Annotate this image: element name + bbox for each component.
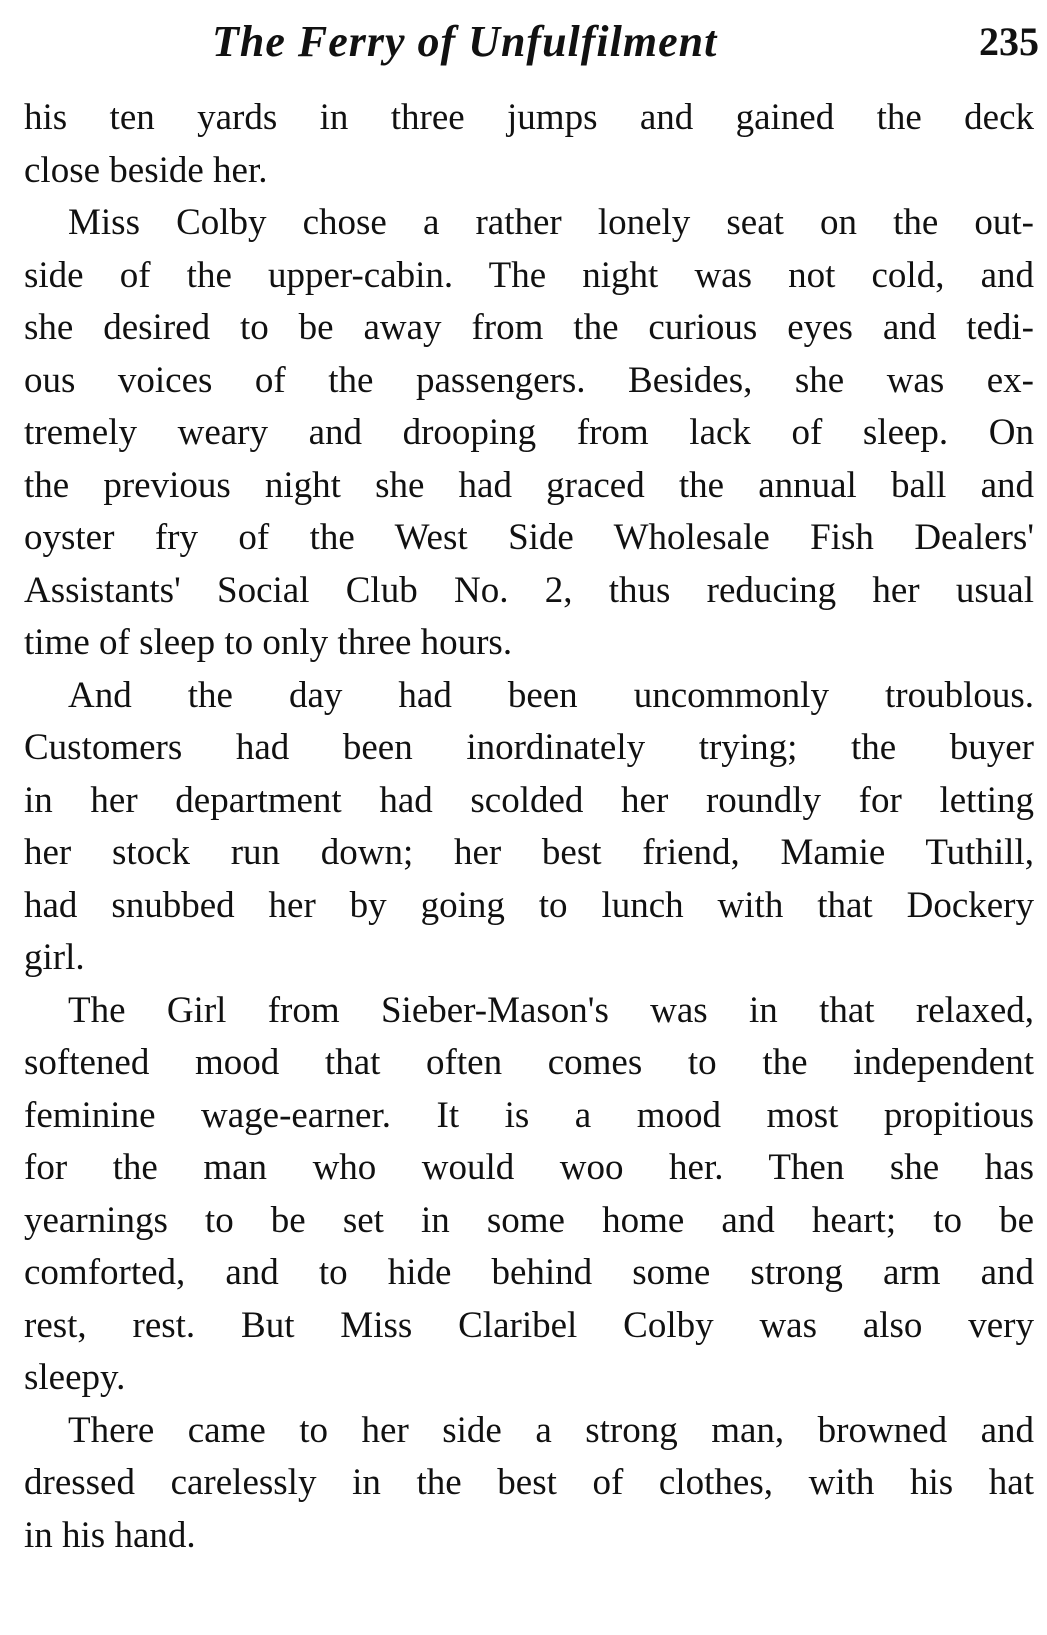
- text-line: ous voices of the passengers. Besides, she was ex-: [24, 359, 1034, 401]
- text-line: had snubbed her by going to lunch with that Dockery: [24, 884, 1034, 926]
- text-line: girl.: [24, 937, 85, 978]
- text-line: side of the upper-cabin. The night was not cold, and: [24, 254, 1034, 296]
- text-line: softened mood that often comes to the independent: [24, 1042, 1034, 1083]
- text-line: There came to her side a strong man, browned and: [68, 1409, 1034, 1451]
- text-line: sleepy.: [24, 1357, 126, 1398]
- text-line: time of sleep to only three hours.: [24, 622, 513, 663]
- running-title: The Ferry of Unfulfilment: [212, 17, 718, 66]
- text-line: her stock run down; her best friend, Mamie Tuthill,: [24, 832, 1034, 873]
- text-line: for the man who would woo her. Then she has: [24, 1147, 1034, 1188]
- text-line: tremely weary and drooping from lack of sleep. On: [24, 412, 1034, 453]
- text-line: the previous night she had graced the annual ball and: [24, 464, 1034, 506]
- text-line: oyster fry of the West Side Wholesale Fish Dealers': [24, 517, 1034, 558]
- text-line: The Girl from Sieber-Mason's was in that relaxed,: [68, 989, 1034, 1031]
- body-text: [24, 92, 1034, 1562]
- text-line: dressed carelessly in the best of clothes, with his hat: [24, 1462, 1034, 1503]
- page-number: 235: [979, 19, 1039, 64]
- text-line: feminine wage-earner. It is a mood most propitious: [24, 1094, 1034, 1136]
- text-line: yearnings to be set in some home and heart; to be: [24, 1199, 1034, 1241]
- text-line: And the day had been uncommonly troublous.: [68, 674, 1034, 716]
- text-line: his ten yards in three jumps and gained the deck: [24, 97, 1034, 138]
- text-line: in his hand.: [24, 1514, 196, 1556]
- text-line: she desired to be away from the curious eyes and tedi-: [24, 307, 1034, 348]
- text-line: comforted, and to hide behind some strong arm and: [24, 1252, 1034, 1293]
- text-line: rest, rest. But Miss Claribel Colby was also very: [24, 1304, 1034, 1346]
- running-head: [0, 12, 1047, 72]
- text-line: close beside her.: [24, 149, 268, 191]
- text-line: in her department had scolded her roundly for letting: [24, 779, 1034, 821]
- text-line: Miss Colby chose a rather lonely seat on the out-: [68, 202, 1034, 243]
- text-line: Customers had been inordinately trying; the buyer: [24, 727, 1034, 768]
- text-line: Assistants' Social Club No. 2, thus reducing her usual: [24, 569, 1034, 611]
